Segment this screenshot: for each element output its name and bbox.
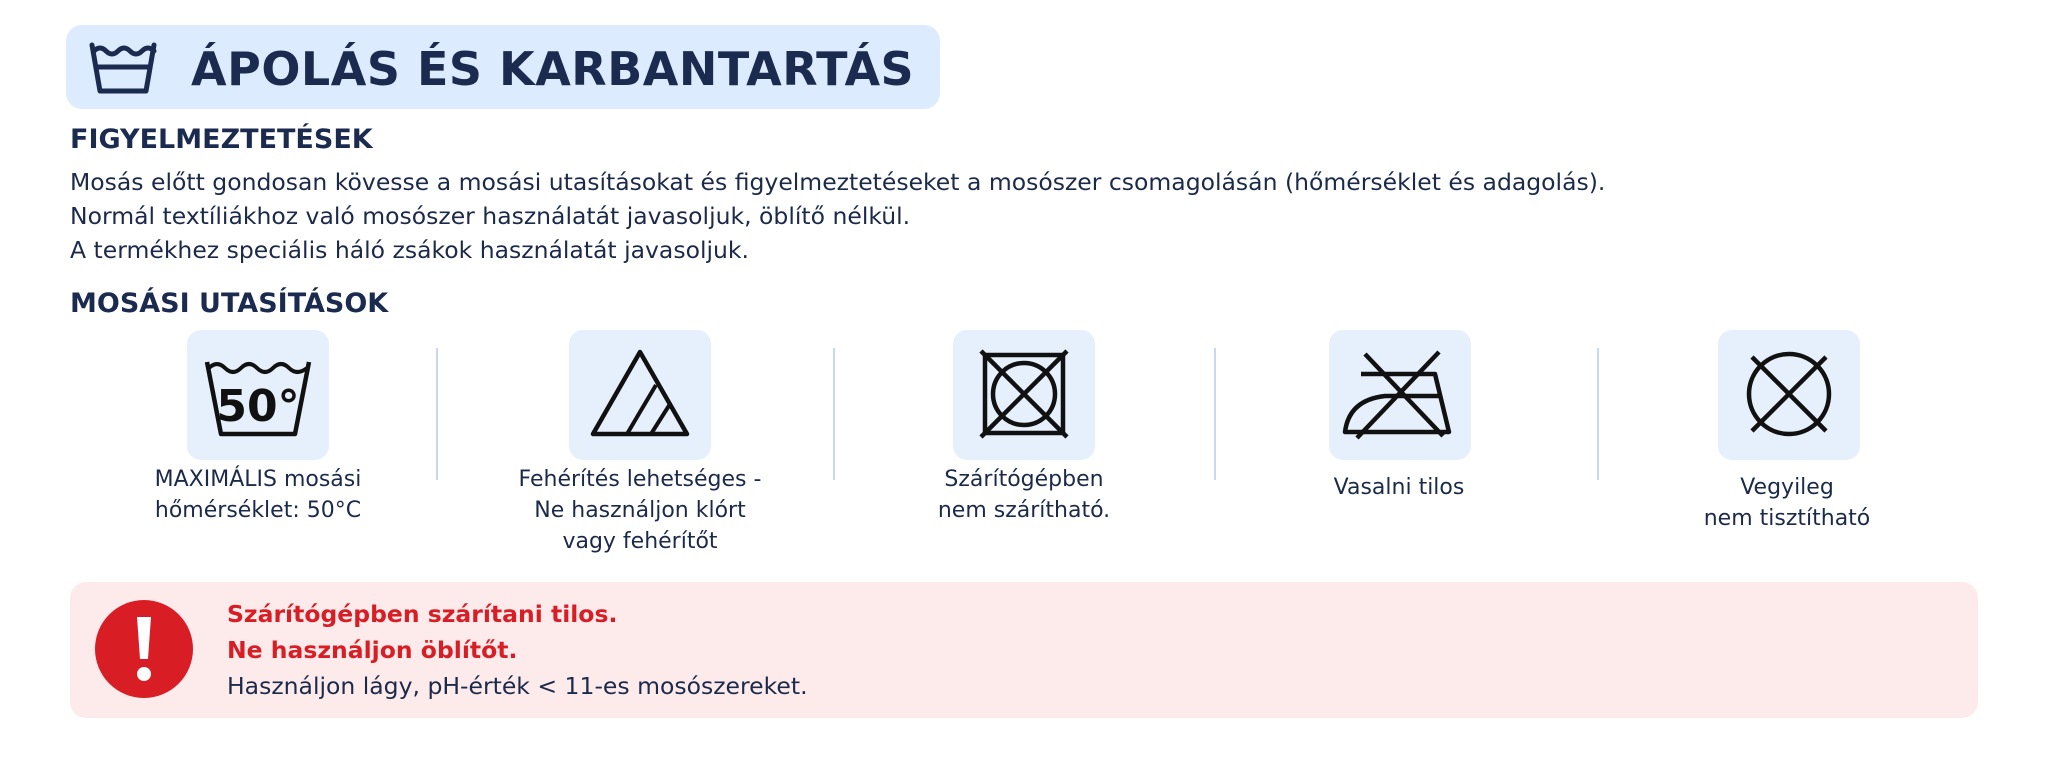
alert-line-no-softener: Ne használjon öblítőt. [227,636,518,664]
alert-line-ph: Használjon lágy, pH-érték < 11-es mosószereket. [227,672,808,700]
no-ironing-icon [1329,330,1471,460]
warning-line: Mosás előtt gondosan kövesse a mosási utasításokat és figyelmeztetéseket a mosószer csomagolásán (hőmérséklet és adagolás). [70,168,1606,196]
warning-line: A termékhez speciális háló zsákok használatát javasoljuk. [70,236,749,264]
divider [436,348,438,480]
bleach-allowed-icon [569,330,711,460]
warning-line: Normál textíliákhoz való mosószer használatát javasoljuk, öblítő nélkül. [70,202,911,230]
alert-box [70,582,1978,718]
care-label: Vegyileg nem tisztítható [1703,475,1871,531]
alert-text [227,596,808,704]
care-label: Fehérítés lehetséges - Ne használjon klórt vagy fehérítőt [518,467,762,554]
care-tile [1718,330,1860,460]
care-label: MAXIMÁLIS mosási hőmérséklet: 50°C [154,467,362,523]
no-tumble-dry-icon [953,330,1095,460]
care-tile [187,330,329,460]
divider [1214,348,1216,480]
warnings-text [70,165,1605,267]
title-banner [66,25,940,109]
page-title: ÁPOLÁS ÉS KARBANTARTÁS [191,42,915,96]
wash-50-icon [187,330,329,460]
instructions-heading: MOSÁSI UTASÍTÁSOK [70,288,389,319]
divider [1597,348,1599,480]
care-label: Vasalni tilos [1333,475,1465,500]
care-tile [953,330,1095,460]
care-tile [569,330,711,460]
care-tile [1329,330,1471,460]
warnings-heading: FIGYELMEZTETÉSEK [70,124,373,155]
no-dry-clean-icon [1718,330,1860,460]
exclamation-icon [94,599,194,699]
alert-line-no-dryer: Szárítógépben szárítani tilos. [227,600,618,628]
divider [833,348,835,480]
wash-basin-icon [88,41,158,95]
wash-temp-symbol: 50° [216,381,300,432]
care-label: Szárítógépben nem szárítható. [937,467,1111,523]
